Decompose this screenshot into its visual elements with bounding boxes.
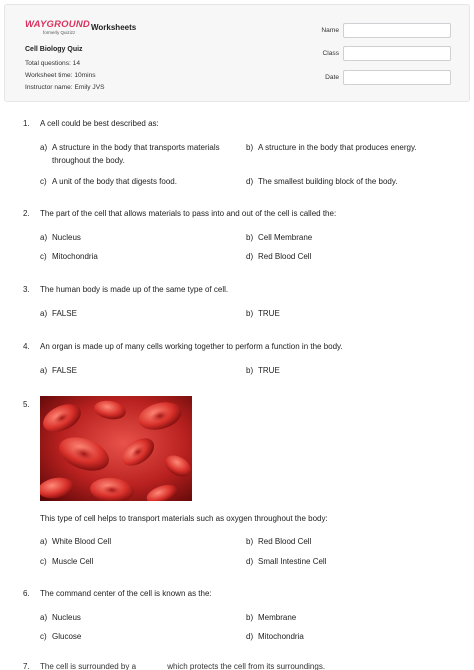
option-text: A unit of the body that digests food. (52, 177, 177, 186)
answer-option[interactable] (40, 555, 240, 568)
option-letter: d) (246, 632, 254, 641)
option-text: The smallest building block of the body. (258, 177, 398, 186)
worksheet-header (4, 4, 470, 102)
answer-option[interactable] (40, 307, 240, 320)
answer-option[interactable] (40, 231, 240, 244)
option-letter: a) (40, 537, 48, 546)
option-text: Red Blood Cell (258, 252, 312, 261)
option-letter: b) (246, 233, 254, 242)
question-text: The part of the cell that allows materials to pass into and out of the cell is called the: (40, 209, 337, 218)
option-letter: d) (246, 177, 254, 186)
answer-option[interactable] (246, 231, 456, 244)
option-letter: c) (40, 557, 47, 566)
option-letter: a) (40, 143, 48, 152)
option-text: TRUE (258, 309, 280, 318)
logo-text: WAYGROUND (25, 19, 90, 30)
option-letter: b) (246, 366, 254, 375)
option-letter: a) (40, 233, 48, 242)
question-number: 2. (23, 209, 30, 218)
answer-option[interactable] (246, 250, 456, 263)
option-letter: b) (246, 613, 254, 622)
answer-option[interactable] (246, 630, 456, 643)
answer-option[interactable] (246, 364, 456, 377)
question-number: 5. (23, 400, 30, 409)
question-text: A cell could be best described as: (40, 119, 159, 128)
answer-option[interactable] (246, 611, 456, 624)
answer-option[interactable] (40, 364, 240, 377)
class-label: Class (322, 50, 339, 57)
option-text: FALSE (52, 366, 77, 375)
option-text: Glucose (52, 632, 82, 641)
option-text: FALSE (52, 309, 77, 318)
question-number: 4. (23, 342, 30, 351)
option-text: Membrane (258, 613, 297, 622)
option-letter: b) (246, 309, 254, 318)
answer-option[interactable] (40, 141, 240, 167)
answer-option[interactable] (246, 555, 456, 568)
option-text: Mitochondria (258, 632, 304, 641)
wayground-logo (25, 19, 90, 39)
question-number: 3. (23, 285, 30, 294)
red-blood-cells-image (40, 396, 192, 501)
name-label: Name (321, 27, 339, 34)
answer-option[interactable] (246, 307, 456, 320)
option-letter: d) (246, 252, 254, 261)
answer-option[interactable] (246, 535, 456, 548)
option-letter: c) (40, 252, 47, 261)
option-text: TRUE (258, 366, 280, 375)
total-questions: Total questions: 14 (25, 60, 80, 67)
question-number: 1. (23, 119, 30, 128)
option-letter: c) (40, 177, 47, 186)
option-letter: b) (246, 537, 254, 546)
answer-option[interactable] (40, 175, 240, 188)
answer-option[interactable] (246, 141, 456, 154)
option-letter: a) (40, 366, 48, 375)
option-letter: b) (246, 143, 254, 152)
brand-title: Worksheets (91, 23, 137, 32)
option-text: Small Intestine Cell (258, 557, 327, 566)
option-letter: a) (40, 613, 48, 622)
option-letter: a) (40, 309, 48, 318)
answer-option[interactable] (246, 175, 456, 188)
option-text: Red Blood Cell (258, 537, 312, 546)
name-field[interactable] (343, 23, 451, 38)
answer-option[interactable] (40, 611, 240, 624)
class-field[interactable] (343, 46, 451, 61)
answer-option[interactable] (40, 535, 240, 548)
question-text: The human body is made up of the same type of cell. (40, 285, 229, 294)
option-text: A structure in the body that produces energy. (258, 143, 417, 152)
option-text: Cell Membrane (258, 233, 313, 242)
date-label: Date (325, 74, 339, 81)
question-number: 7. (23, 662, 30, 670)
option-text: Nucleus (52, 233, 81, 242)
option-letter: d) (246, 557, 254, 566)
option-text: Muscle Cell (52, 557, 94, 566)
date-field[interactable] (343, 70, 451, 85)
worksheet-time: Worksheet time: 10mins (25, 72, 96, 79)
question-text: An organ is made up of many cells working together to perform a function in the body. (40, 342, 343, 351)
answer-option[interactable] (40, 250, 240, 263)
option-text: White Blood Cell (52, 537, 112, 546)
option-text: Mitochondria (52, 252, 98, 261)
question-number: 6. (23, 589, 30, 598)
answer-option[interactable] (40, 630, 240, 643)
question-text: The command center of the cell is known as the: (40, 589, 212, 598)
instructor-name: Instructor name: Emily JVS (25, 84, 105, 91)
option-text: A structure in the body that transports materials throughout the body. (52, 143, 220, 165)
option-letter: c) (40, 632, 47, 641)
question-text: This type of cell helps to transport materials such as oxygen throughout the body: (40, 514, 328, 523)
question-text: The cell is surrounded by a ______ which protects the cell from its surroundings. (40, 662, 326, 670)
option-text: Nucleus (52, 613, 81, 622)
quiz-title: Cell Biology Quiz (25, 46, 83, 53)
logo-subtitle: formerly Quizizz (43, 30, 76, 35)
